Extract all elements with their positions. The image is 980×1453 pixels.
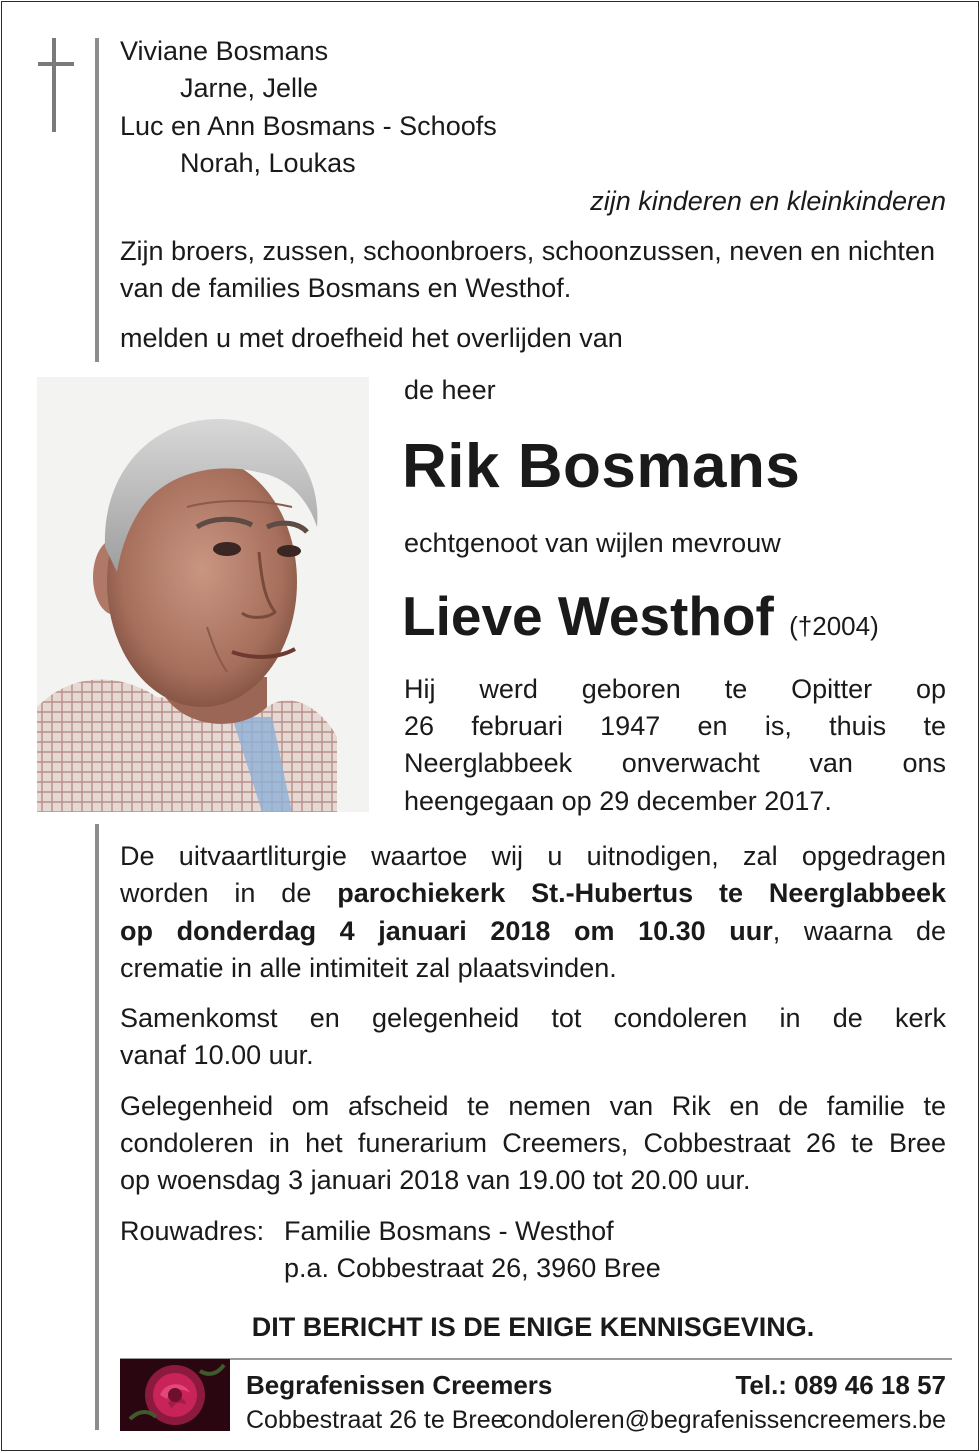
service-datetime: op donderdag 4 januari 2018 om 10.30 uur (120, 916, 773, 946)
spouse-death-year: (†2004) (789, 611, 879, 641)
company-name: Begrafenissen Creemers (246, 1370, 553, 1400)
church-location: parochiekerk St.-Hubertus te Neerglabbeek (337, 878, 947, 908)
death-notice (1, 1, 979, 1451)
funeral-line-4: crematie in alle intimiteit zal plaatsvinden. (120, 953, 617, 983)
bio-line-1: Hij werd geboren te Opitter op (404, 674, 946, 704)
cross-icon (52, 38, 56, 132)
gathering-line-2: vanaf 10.00 uur. (120, 1040, 314, 1070)
relatives-line-2: van de families Bosmans en Westhof. (120, 273, 572, 303)
deceased-title: de heer (404, 375, 496, 405)
address-line-1: Familie Bosmans - Westhof (284, 1216, 614, 1246)
deceased-name: Rik Bosmans (402, 432, 801, 501)
address-label: Rouwadres: (120, 1216, 265, 1246)
relatives-line-1: Zijn broers, zussen, schoonbroers, schoonzussen, neven en nichten (120, 236, 935, 266)
funeral-line-2-pre: worden in de (120, 878, 338, 908)
notice-line: DIT BERICHT IS DE ENIGE KENNISGEVING. (251, 1312, 815, 1342)
bio-line-2: 26 februari 1947 en is, thuis te (404, 711, 946, 741)
funeral-line-1: De uitvaartliturgie waartoe wij u uitnodigen, zal opgedragen (120, 841, 946, 871)
funeral-line-3-post: , waarna de (772, 916, 946, 946)
family-line-3: Luc en Ann Bosmans - Schoofs (120, 111, 497, 141)
footer-divider (120, 1358, 952, 1360)
family-line-1: Viviane Bosmans (120, 36, 329, 66)
company-phone: Tel.: 089 46 18 57 (735, 1370, 946, 1400)
spouse-name: Lieve Westhof (402, 585, 774, 647)
address-line-2: p.a. Cobbestraat 26, 3960 Bree (284, 1253, 661, 1283)
portrait-photo (37, 377, 369, 812)
farewell-line-3: op woensdag 3 januari 2018 van 19.00 tot 20.00 uur. (120, 1165, 751, 1195)
family-line-2: Jarne, Jelle (180, 73, 319, 103)
funeral-line-3 (120, 913, 946, 950)
cross-icon-bar (38, 62, 74, 66)
family-caption: zijn kinderen en kleinkinderen (590, 186, 946, 216)
announce-line: melden u met droefheid het overlijden van (120, 323, 623, 353)
spouse-name-line (402, 584, 879, 658)
spouse-intro: echtgenoot van wijlen mevrouw (404, 528, 781, 558)
bio-line-4: heengegaan op 29 december 2017. (404, 786, 832, 816)
family-line-4: Norah, Loukas (180, 148, 356, 178)
gathering-line-1: Samenkomst en gelegenheid tot condoleren in de kerk (120, 1003, 946, 1033)
bio-line-3: Neerglabbeek onverwacht van ons (404, 748, 946, 778)
top-side-bar (95, 38, 99, 362)
funeral-line-2 (120, 875, 946, 912)
farewell-line-2: condoleren in het funerarium Creemers, Cobbestraat 26 te Bree (120, 1128, 946, 1158)
rose-logo (120, 1359, 230, 1431)
company-street: Cobbestraat 26 te Bree (246, 1406, 505, 1434)
bottom-side-bar (95, 824, 99, 1430)
company-email[interactable]: condoleren@begrafenissencreemers.be (500, 1406, 946, 1434)
farewell-line-1: Gelegenheid om afscheid te nemen van Rik en de familie te (120, 1091, 946, 1121)
